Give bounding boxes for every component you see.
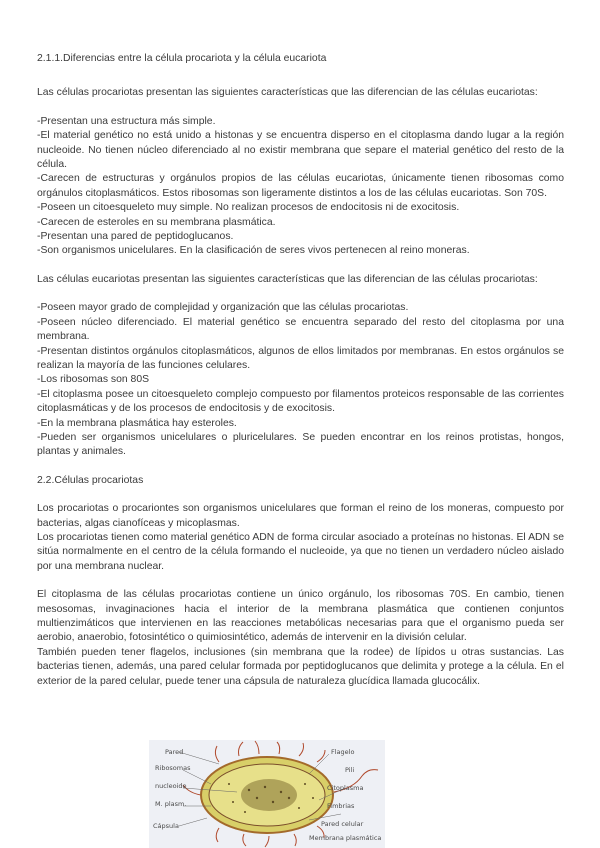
diagram-label: Pared celular (321, 820, 364, 828)
diagram-label: Membrana plasmática (309, 834, 382, 842)
section-heading: 2.1.1.Diferencias entre la célula procariota y la célula eucariota (37, 53, 327, 64)
list-item: -Poseen núcleo diferenciado. El material genético se encuentra separado del resto del citoplasma por una membrana. (37, 316, 564, 343)
diagram-label: M. plasm. (155, 800, 187, 808)
list-item: -Son organismos unicelulares. En la clasificación de seres vivos pertenecen al reino moneras. (37, 245, 470, 257)
diagram-label: Flagelo (331, 748, 355, 756)
document-page (37, 52, 564, 689)
diagram-label: Fimbrias (327, 802, 355, 810)
diagram-label: nucleoide (155, 782, 187, 790)
list-item: -Los ribosomas son 80S (37, 374, 150, 386)
list-item: -Presentan una estructura más simple. (37, 115, 216, 127)
diagram-label: Pili (345, 766, 355, 774)
diagram-label: Cápsula (153, 822, 179, 830)
list-item: -Carecen de estructuras y orgánulos propios de las células eucariotas, únicamente tienen ribosomas como orgánulos citoplasmáticos. Estos ribosomas son ligeramente distintos a los de las células eucariotas. Son 70S. (37, 173, 564, 199)
diagram-label: Pared (165, 748, 184, 756)
paragraph: Las células procariotas presentan las siguientes características que las diferencian de las células eucariotas: (37, 87, 538, 99)
diagram-label: Ribosomas (155, 764, 191, 772)
paragraph: El citoplasma de las células procariotas contiene un único orgánulo, los ribosomas 70S. En cambio, tienen mesosomas, invaginaciones hacia el interior de la membrana plasmática que contienen conjuntos multienzimáticos que intervienen en las reacciones metabólicas necesarias para que el organismo pueda ser aerobio, anaerobio, fotosintético o quimiosintético, además de intervenir en la división celular. (37, 589, 564, 644)
list-item: -Poseen un citoesqueleto muy simple. No realizan procesos de endocitosis ni de exocitosis. (37, 202, 460, 214)
list-item: -En la membrana plasmática hay esteroles. (37, 417, 237, 429)
paragraph: Los procariotas tienen como material genético ADN de forma circular asociado a proteínas no histonas. El ADN se sitúa normalmente en el centro de la célula formando el nucleoide, ya que no tienen un verdadero núcleo aislado por una membrana nuclear. (37, 531, 564, 572)
bacteria-diagram-photo (149, 740, 385, 848)
list-item: -Presentan una pared de peptidoglucanos. (37, 231, 234, 243)
paragraph: Los procariotas o procariontes son organismos unicelulares que forman el reino de los moneras, compuesto por bacterias, algas cianofíceas y micoplasmas. (37, 503, 564, 529)
bacterium-illustration (149, 740, 385, 848)
paragraph: Las células eucariotas presentan las siguientes características que las diferencian de las células procariotas: (37, 273, 538, 285)
list-item: -Carecen de esteroles en su membrana plasmática. (37, 216, 276, 228)
list-item: -Presentan distintos orgánulos citoplasmáticos, algunos de ellos limitados por membranas. En estos orgánulos se realizan la mayoría de las funciones celulares. (37, 345, 564, 371)
list-item: -Pueden ser organismos unicelulares o pluricelulares. Se pueden encontrar en los reinos protistas, hongos, plantas y animales. (37, 431, 564, 458)
prokaryote-list (37, 115, 564, 259)
list-item: -Poseen mayor grado de complejidad y organización que las células procariotas. (37, 302, 409, 314)
eukaryote-list (37, 301, 564, 459)
diagram-label: Citoplasma (327, 784, 364, 792)
paragraph: También pueden tener flagelos, inclusiones (sin membrana que la rodee) de lípidos u otras sustancias. Las bacterias tienen, además, una pared celular formada por peptidoglucanos que delimita y protege a la célula. En el exterior de la pared celular, puede tener una cápsula de naturaleza glucídica llamada glucocálix. (37, 646, 564, 687)
list-item: -El material genético no está unido a histonas y se encuentra disperso en el citoplasma dando lugar a la región nucleoide. No tienen núcleo diferenciado al no existir membrana que separe el material genético del resto de la célula. (37, 130, 564, 171)
list-item: -El citoplasma posee un citoesqueleto complejo compuesto por filamentos proteicos responsable de las corrientes citoplasmáticas y de los procesos de endocitosis y de exocitosis. (37, 388, 564, 415)
section-heading: 2.2.Células procariotas (37, 474, 144, 486)
